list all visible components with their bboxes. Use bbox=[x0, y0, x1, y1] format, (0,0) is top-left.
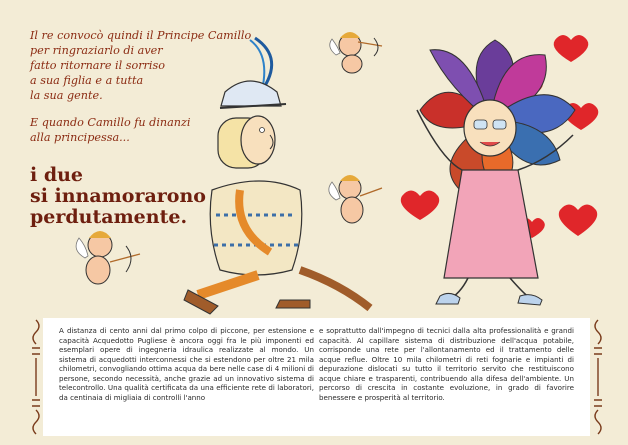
headline-line: si innamorarono bbox=[30, 185, 206, 207]
headline-line: perdutamente. bbox=[30, 206, 188, 228]
right-ornament-icon bbox=[590, 318, 606, 436]
heart-icon bbox=[554, 35, 589, 62]
headline-line: i due bbox=[30, 164, 84, 186]
story-line: E quando Camillo fu dinanzi bbox=[30, 116, 191, 129]
story-line: fatto ritornare il sorriso bbox=[30, 59, 165, 72]
story-line: per ringraziarlo di aver bbox=[30, 44, 163, 57]
story-text bbox=[30, 28, 250, 157]
princess-flower-figure bbox=[417, 40, 575, 305]
cupid-figure bbox=[329, 175, 382, 223]
story-line: la sua gente. bbox=[30, 89, 103, 102]
cupid-figure bbox=[330, 32, 382, 73]
heart-icon bbox=[401, 191, 439, 221]
headline bbox=[30, 165, 206, 228]
left-ornament-icon bbox=[28, 318, 44, 436]
story-line: alla principessa... bbox=[30, 131, 130, 144]
story-paragraph-1 bbox=[30, 28, 250, 103]
info-column-2: e soprattutto dall'impegno di tecnici dalla alta professionalità e grandi capacità. Al capillare sistema di distribuzione dell'acqua potabile, corrisponde una rete per l'allontanamento ed il trattamento delle acque reflue. Oltre 10 mila chilometri di reti fognarie e impianti di depurazione dislocati su tutto il territorio servito che restituiscono acque chiare e trasparenti, contribuendo alla difesa dell'ambiente. Un percorso di crescita in costante evoluzione, in grado di favorire benessere e prosperità al territorio. bbox=[319, 326, 574, 402]
story-line: Il re convocò quindi il Principe Camillo bbox=[30, 29, 252, 42]
heart-icon bbox=[559, 205, 597, 237]
info-column-1: A distanza di cento anni dal primo colpo di piccone, per estensione e capacità Acquedotto Pugliese è ancora oggi fra le più imponenti ed esemplari opere di ingegneria idraulica realizzate al mondo. Un sistema di acquedotti interconnessi che si estendono per oltre 21 mila chilometri, convogliando ottima acqua da bere nelle case di 4 milioni di persone, secondo necessità, anche grazie ad un innovativo sistema di telecontrollo. Una qualità certificata da una efficiente rete di laboratori, da centinaia di migliaia di controlli l'anno bbox=[59, 326, 314, 402]
story-line: a sua figlia e a tutta bbox=[30, 74, 144, 87]
story-paragraph-2 bbox=[30, 115, 250, 145]
info-panel bbox=[43, 318, 590, 436]
info-columns bbox=[59, 326, 574, 402]
cupid-figure bbox=[76, 231, 140, 284]
